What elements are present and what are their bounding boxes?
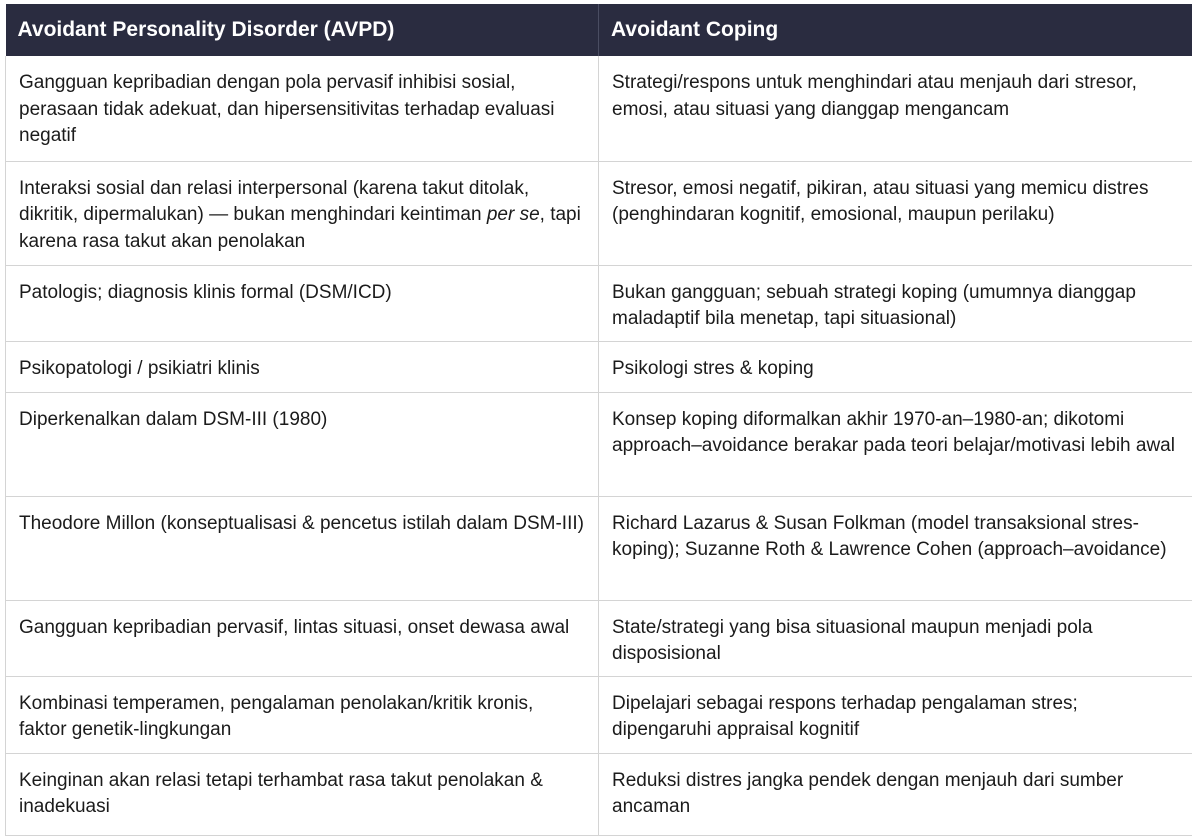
- cell-text: Psikopatologi / psikiatri klinis: [19, 357, 260, 379]
- cell-text: Gangguan kepribadian dengan pola pervasif inhibisi sosial, perasaan tidak adekuat, dan hipersensitivitas terhadap evaluasi negatif: [19, 72, 555, 146]
- cell-avoidant-coping: [599, 496, 1192, 600]
- italic-phrase: per se: [486, 204, 540, 225]
- table-row: [6, 56, 1192, 161]
- cell-avpd: [6, 56, 599, 161]
- table-row: [6, 600, 1192, 676]
- cell-text: Patologis; diagnosis klinis formal (DSM/ICD): [19, 281, 392, 303]
- cell-avoidant-coping: [599, 392, 1192, 496]
- cell-avoidant-coping: [599, 56, 1192, 161]
- cell-text: Strategi/respons untuk menghindari atau menjauh dari stresor, emosi, atau situasi yang dianggap mengancam: [612, 72, 1137, 120]
- cell-avpd: [6, 600, 599, 676]
- cell-text: State/strategi yang bisa situasional maupun menjadi pola disposisional: [612, 616, 1093, 664]
- table-row: [6, 676, 1192, 753]
- cell-text: Gangguan kepribadian pervasif, lintas situasi, onset dewasa awal: [19, 616, 570, 638]
- header-avoidant-coping: Avoidant Coping: [599, 4, 1192, 56]
- cell-avoidant-coping: [599, 753, 1192, 835]
- cell-avoidant-coping: [599, 341, 1192, 392]
- cell-text: Konsep koping diformalkan akhir 1970-an–1980-an; dikotomi approach–avoidance berakar pada teori belajar/motivasi lebih awal: [612, 408, 1175, 456]
- cell-text: Richard Lazarus & Susan Folkman (model transaksional stres-koping); Suzanne Roth & Lawrence Cohen (approach–avoidance): [612, 512, 1167, 560]
- table-row: [6, 753, 1192, 835]
- table-row: [6, 496, 1192, 600]
- table-row: [6, 161, 1192, 265]
- cell-text: Dipelajari sebagai respons terhadap pengalaman stres; dipengaruhi appraisal kognitif: [612, 692, 1078, 740]
- cell-avpd: [6, 161, 599, 265]
- table-row: [6, 341, 1192, 392]
- cell-avpd: [6, 753, 599, 835]
- cell-text: Reduksi distres jangka pendek dengan menjauh dari sumber ancaman: [612, 769, 1124, 817]
- comparison-table: [5, 4, 1192, 836]
- cell-text: Kombinasi temperamen, pengalaman penolakan/kritik kronis, faktor genetik-lingkungan: [19, 692, 534, 740]
- header-row: [6, 4, 1192, 56]
- cell-avpd: [6, 496, 599, 600]
- cell-avpd: [6, 341, 599, 392]
- cell-text: Diperkenalkan dalam DSM-III (1980): [19, 408, 328, 430]
- cell-text: Interaksi sosial dan relasi interpersonal (karena takut ditolak, dikritik, dipermalukan) — bukan menghindari keintiman per se, tapi karena rasa takut akan penolakan: [19, 177, 581, 252]
- cell-text: Psikologi stres & koping: [612, 357, 814, 379]
- table-row: [6, 265, 1192, 341]
- cell-avoidant-coping: [599, 265, 1192, 341]
- cell-avpd: [6, 676, 599, 753]
- cell-avoidant-coping: [599, 676, 1192, 753]
- table-row: [6, 392, 1192, 496]
- cell-text: Theodore Millon (konseptualisasi & pencetus istilah dalam DSM-III): [19, 512, 584, 534]
- cell-avpd: [6, 265, 599, 341]
- cell-avoidant-coping: [599, 600, 1192, 676]
- cell-text: Bukan gangguan; sebuah strategi koping (umumnya dianggap maladaptif bila menetap, tapi situasional): [612, 281, 1136, 329]
- header-avpd: Avoidant Personality Disorder (AVPD): [6, 4, 599, 56]
- cell-avpd: [6, 392, 599, 496]
- cell-text: Keinginan akan relasi tetapi terhambat rasa takut penolakan & inadekuasi: [19, 769, 543, 817]
- cell-text: Stresor, emosi negatif, pikiran, atau situasi yang memicu distres (penghindaran kognitif, emosional, maupun perilaku): [612, 177, 1149, 225]
- cell-avoidant-coping: [599, 161, 1192, 265]
